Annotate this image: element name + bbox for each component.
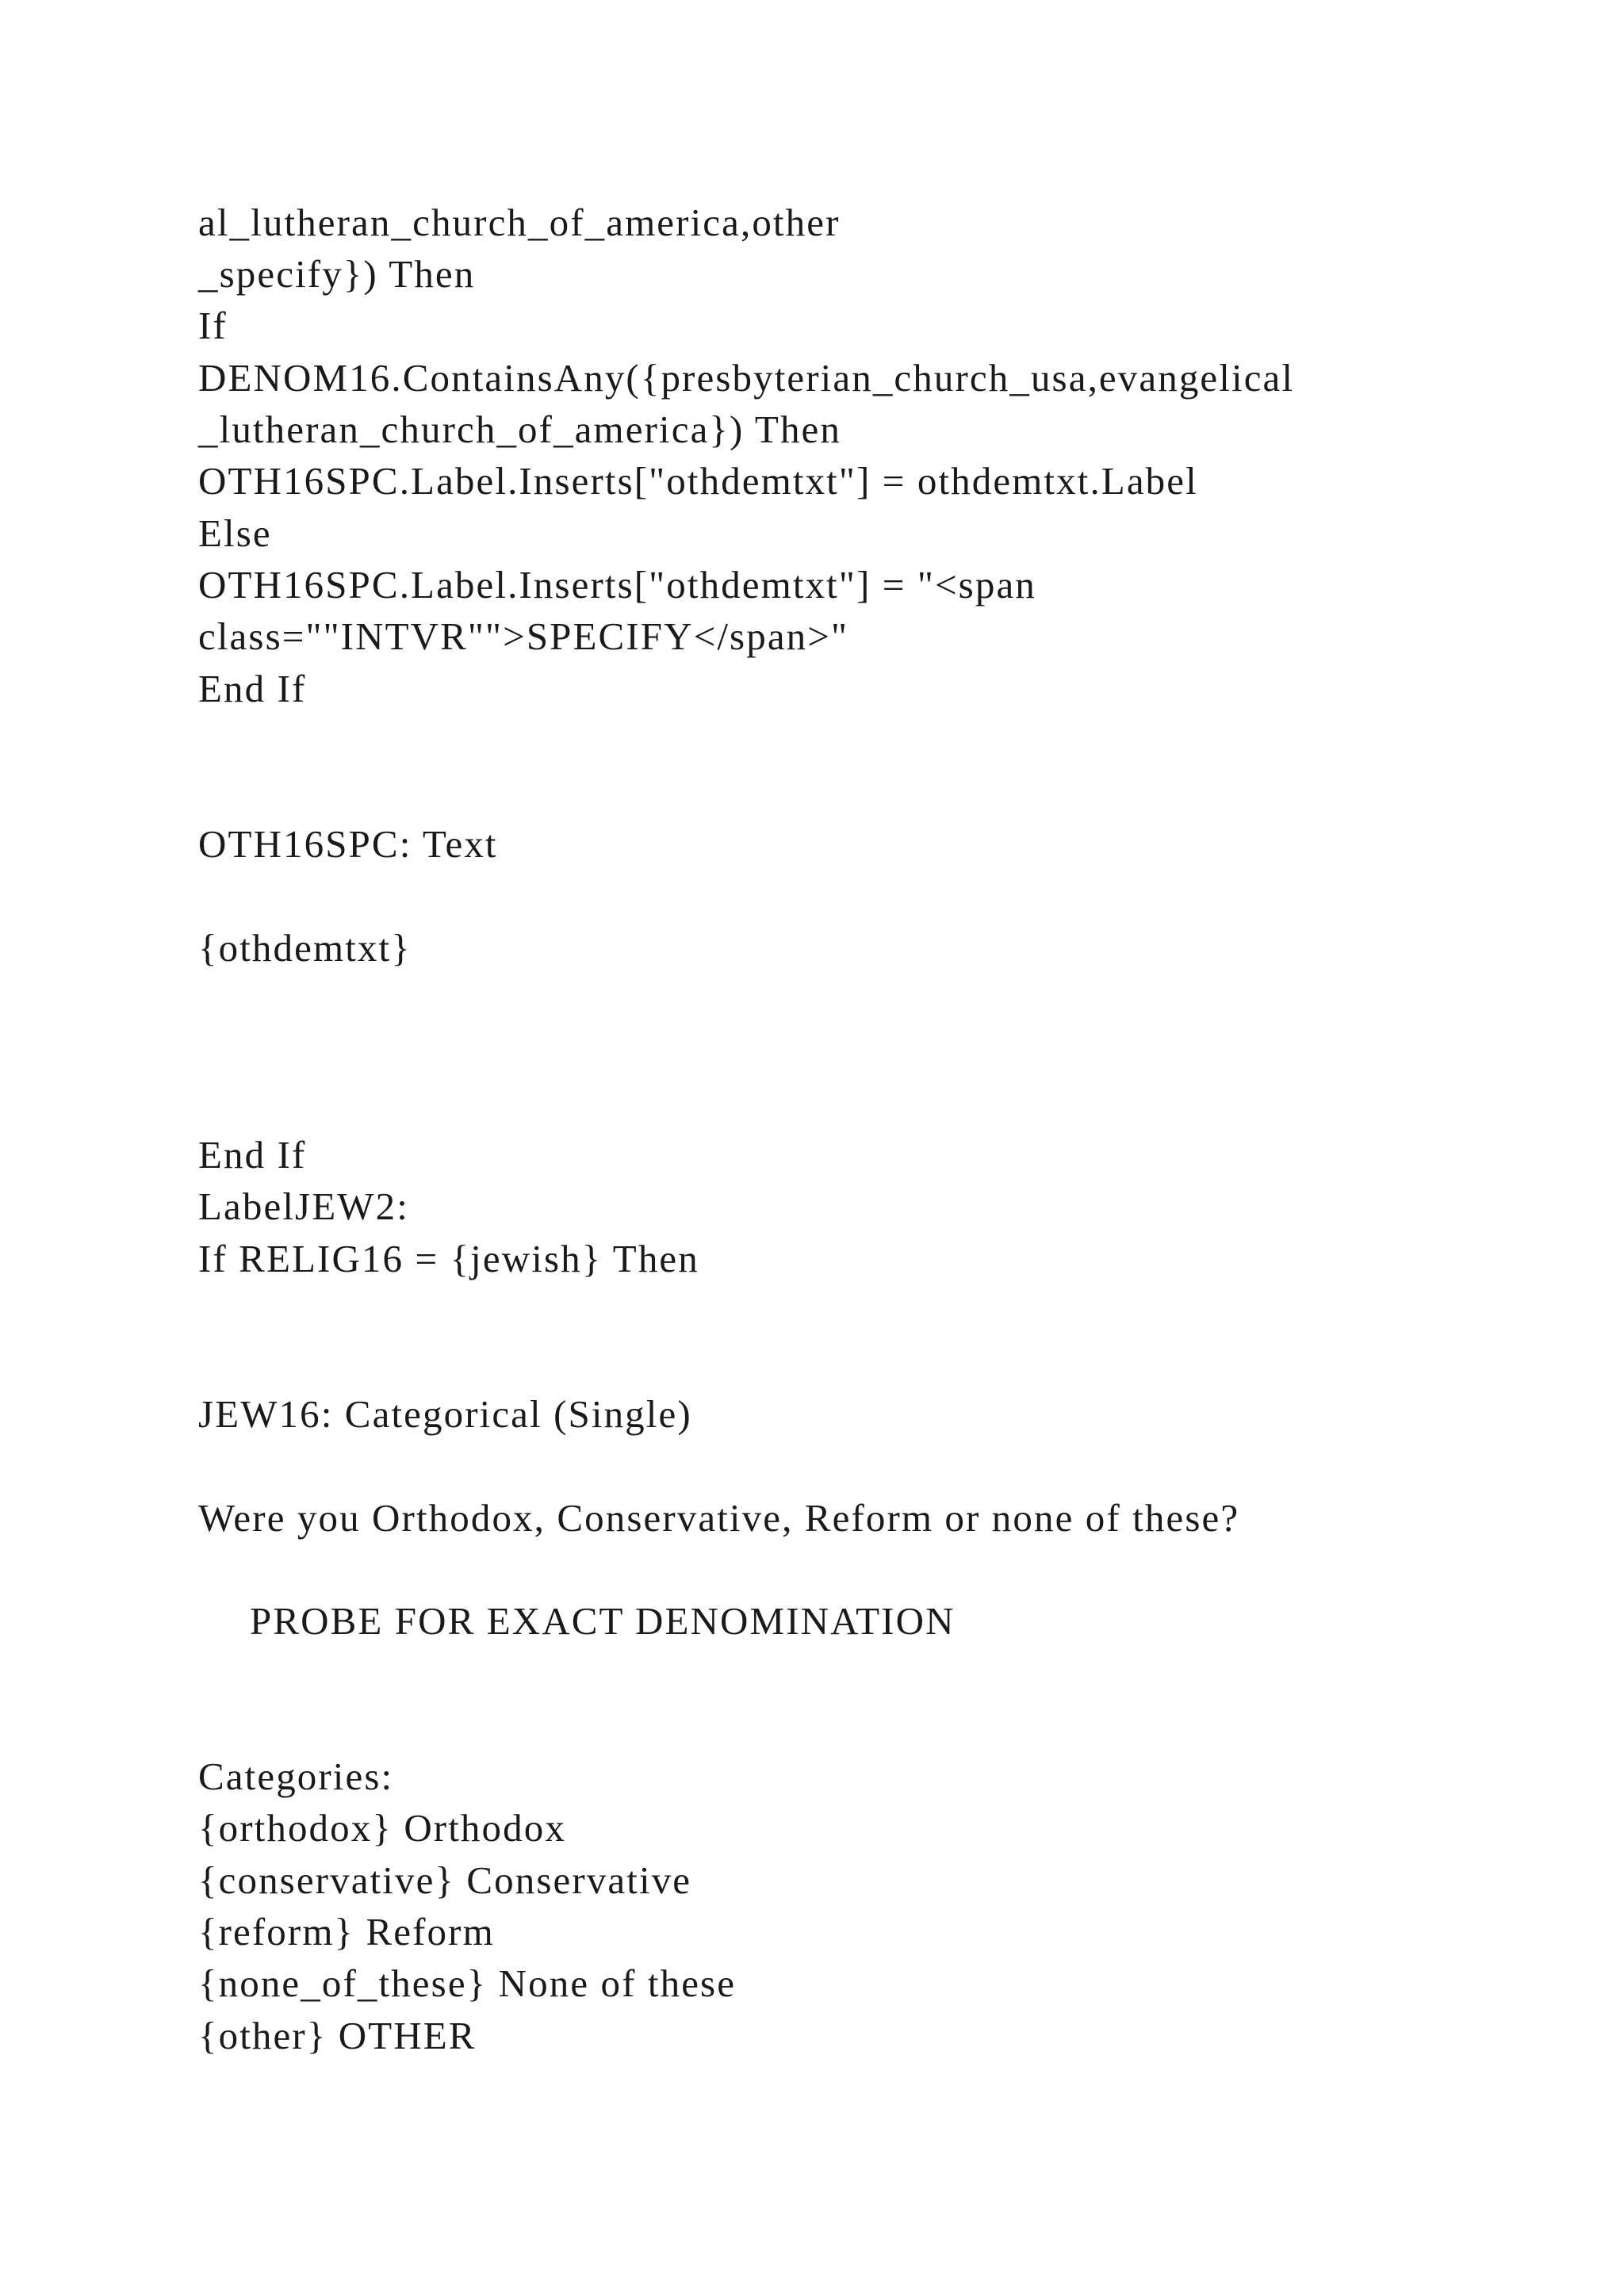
code-line-label-jew2: LabelJEW2: [198, 1184, 409, 1228]
category-item-reform: {reform} Reform [198, 1910, 495, 1954]
code-line-2: _specify}) Then [198, 252, 476, 296]
code-line-6: OTH16SPC.Label.Inserts["othdemtxt"] = othdemtxt.Label [198, 459, 1198, 503]
code-line-10: End If [198, 667, 307, 710]
code-line-4: DENOM16.ContainsAny({presbyterian_church_usa,evangelical [198, 356, 1295, 400]
code-line-end-if: End If [198, 1133, 307, 1177]
category-item-other: {other} OTHER [198, 2014, 477, 2057]
code-line-7: Else [198, 511, 272, 555]
category-item-conservative: {conservative} Conservative [198, 1858, 692, 1902]
code-line-3: If [198, 304, 228, 347]
code-line-5: _lutheran_church_of_america}) Then [198, 408, 841, 451]
code-line-if-relig16: If RELIG16 = {jewish} Then [198, 1237, 699, 1280]
question-text-oth16spc: {othdemtxt} [198, 926, 412, 970]
code-line-1: al_lutheran_church_of_america,other [198, 201, 841, 244]
category-item-none-of-these: {none_of_these} None of these [198, 1961, 737, 2005]
code-line-9: class=""INTVR"">SPECIFY</span>" [198, 614, 849, 658]
interviewer-instruction: PROBE FOR EXACT DENOMINATION [250, 1599, 956, 1643]
category-item-orthodox: {orthodox} Orthodox [198, 1806, 566, 1850]
categories-heading: Categories: [198, 1755, 394, 1798]
question-header-jew16: JEW16: Categorical (Single) [198, 1392, 692, 1436]
question-header-oth16spc: OTH16SPC: Text [198, 822, 498, 866]
question-text-jew16: Were you Orthodox, Conservative, Reform or none of these? [198, 1496, 1240, 1540]
code-line-8: OTH16SPC.Label.Inserts["othdemtxt"] = "<span [198, 563, 1036, 607]
